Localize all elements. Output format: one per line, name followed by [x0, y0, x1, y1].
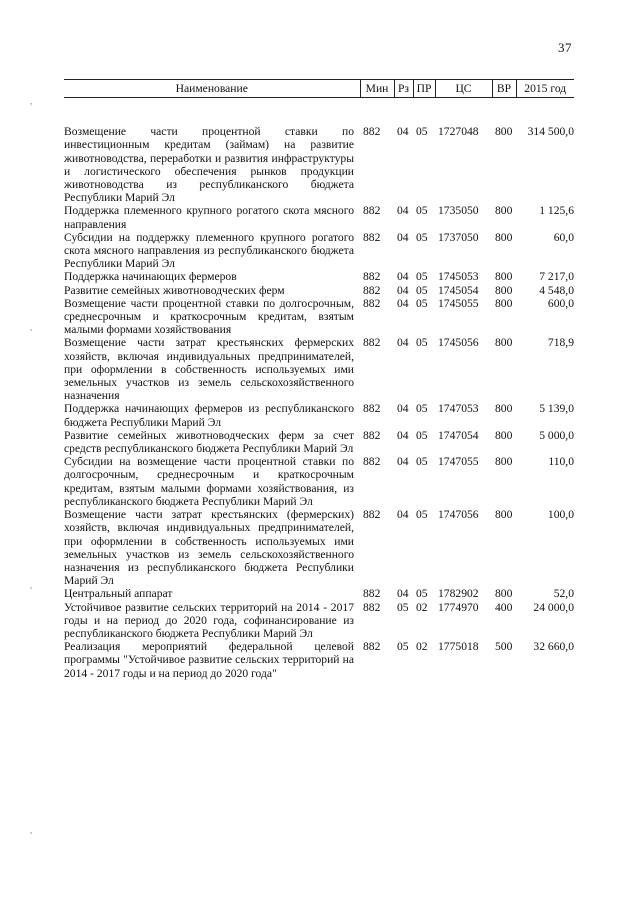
row-cs: 1747056: [438, 508, 479, 522]
row-pr: 05: [416, 428, 428, 442]
row-rz: 04: [397, 455, 409, 469]
row-cs: 1745053: [438, 270, 479, 284]
row-cs: 1727048: [438, 125, 479, 139]
margin-mark: ,: [30, 825, 33, 835]
table-row: [64, 284, 574, 297]
row-rz: 04: [397, 587, 409, 601]
row-vr: 800: [495, 336, 513, 350]
row-vr: 800: [495, 587, 513, 601]
row-name: Субсидии на поддержку племенного крупного рогатого скота мясного направления из республиканского бюджета Республики Марий Эл: [64, 230, 354, 271]
row-min: 882: [363, 125, 381, 139]
header-vr: ВР: [492, 80, 516, 98]
row-rz: 04: [397, 125, 409, 139]
row-min: 882: [363, 336, 381, 350]
row-vr: 800: [495, 270, 513, 284]
row-min: 882: [363, 600, 381, 614]
row-vr: 800: [495, 230, 513, 244]
row-amount: 5 000,0: [539, 428, 574, 442]
row-vr: 400: [495, 600, 513, 614]
row-rz: 04: [397, 204, 409, 218]
table-body: [64, 98, 574, 680]
row-min: 882: [363, 508, 381, 522]
row-pr: 02: [416, 640, 428, 654]
row-amount: 7 217,0: [539, 270, 574, 284]
row-amount: 718,9: [547, 336, 574, 350]
row-pr: 05: [416, 296, 428, 310]
header-pr: ПР: [413, 80, 435, 98]
row-min: 882: [363, 402, 381, 416]
row-cs: 1782902: [438, 587, 479, 601]
row-cs: 1735050: [438, 204, 479, 218]
row-cs: 1745054: [438, 283, 479, 297]
row-vr: 500: [495, 640, 513, 654]
budget-table: [64, 79, 574, 680]
row-name: Развитие семейных животноводческих ферм за счет средств республиканского бюджета Республики Марий Эл: [64, 428, 354, 456]
row-pr: 05: [416, 508, 428, 522]
row-name: Возмещение части затрат крестьянских (фермерских) хозяйств, включая индивидуальных предпринимателей, при оформлении в собственность используемых ими земельных участков из земель сельскохозяйственного назначения из республиканского бюджета Республики Марий Эл: [64, 508, 354, 588]
row-vr: 800: [495, 402, 513, 416]
row-name: Центральный аппарат: [64, 587, 173, 601]
row-cs: 1775018: [438, 640, 479, 654]
row-pr: 05: [416, 270, 428, 284]
row-pr: 05: [416, 125, 428, 139]
margin-mark: ,: [30, 96, 33, 106]
row-pr: 05: [416, 283, 428, 297]
table-row: [64, 98, 574, 205]
row-pr: 05: [416, 402, 428, 416]
row-rz: 04: [397, 336, 409, 350]
table-row: [64, 270, 574, 283]
row-rz: 04: [397, 283, 409, 297]
header-min: Мин: [360, 80, 394, 98]
row-name: Поддержка начинающих фермеров из республиканского бюджета Республики Марий Эл: [64, 402, 354, 429]
row-amount: 600,0: [547, 296, 574, 310]
header-cs: ЦС: [435, 80, 492, 98]
row-vr: 800: [495, 508, 513, 522]
header-amount: 2015 год: [516, 80, 574, 98]
row-pr: 05: [416, 230, 428, 244]
row-vr: 800: [495, 428, 513, 442]
row-cs: 1774970: [438, 600, 479, 614]
table-row: [64, 640, 574, 680]
margin-mark: ,: [30, 580, 33, 590]
page-number: 37: [558, 40, 572, 55]
row-min: 882: [363, 270, 381, 284]
row-vr: 800: [495, 283, 513, 297]
row-cs: 1747054: [438, 428, 479, 442]
row-min: 882: [363, 283, 381, 297]
row-name: Возмещение части процентной ставки по долгосрочным, среднесрочным и краткосрочным кредитам, взятым малыми формами хозяйствования: [64, 296, 354, 337]
row-amount: 4 548,0: [539, 283, 574, 297]
table-row: [64, 429, 574, 455]
row-pr: 05: [416, 204, 428, 218]
row-name: Реализация мероприятий федеральной целевой программы "Устойчивое развитие сельских территорий на 2014 - 2017 годы и на период до 2020 года": [64, 640, 354, 680]
row-pr: 02: [416, 600, 428, 614]
table-row: [64, 455, 574, 508]
table-row: [64, 587, 574, 600]
row-cs: 1747055: [438, 455, 479, 469]
row-name: Поддержка племенного крупного рогатого скота мясного направления: [64, 204, 354, 231]
row-min: 882: [363, 587, 381, 601]
row-name: Устойчивое развитие сельских территорий на 2014 - 2017 годы и на период до 2020 года, софинансирование из республиканского бюджета Республики Марий Эл: [64, 600, 354, 640]
row-name: Возмещение части процентной ставки по инвестиционным кредитам (займам) на развитие животноводства, переработки и развития инфраструктуры и логистического обеспечения рынков продукции животноводства из республиканского бюджета Республики Марий Эл: [64, 125, 354, 205]
row-min: 882: [363, 428, 381, 442]
row-amount: 100,0: [547, 508, 574, 522]
header-rz: Рз: [394, 80, 413, 98]
row-rz: 04: [397, 428, 409, 442]
row-name: Развитие семейных животноводческих ферм: [64, 283, 285, 297]
row-pr: 05: [416, 336, 428, 350]
table-header-row: [64, 80, 574, 98]
row-cs: 1745055: [438, 296, 479, 310]
margin-mark: ,: [30, 322, 33, 332]
row-rz: 05: [397, 600, 409, 614]
table-row: [64, 297, 574, 337]
row-amount: 1 125,6: [539, 204, 574, 218]
table-row: [64, 402, 574, 428]
row-name: Возмещение части затрат крестьянских фермерских хозяйств, включая индивидуальных предпринимателей, при оформлении в собственность используемых ими земельных участков из земель сельскохозяйственного назначения: [64, 336, 354, 403]
row-min: 882: [363, 296, 381, 310]
table-row: [64, 601, 574, 641]
table-row: [64, 204, 574, 230]
row-amount: 110,0: [548, 455, 574, 469]
row-name: Поддержка начинающих фермеров: [64, 270, 237, 284]
row-vr: 800: [495, 296, 513, 310]
header-name: Наименование: [64, 80, 360, 98]
table-row: [64, 508, 574, 587]
row-rz: 04: [397, 230, 409, 244]
row-amount: 24 000,0: [533, 600, 574, 614]
row-min: 882: [363, 230, 381, 244]
table-row: [64, 336, 574, 402]
row-min: 882: [363, 204, 381, 218]
row-pr: 05: [416, 455, 428, 469]
row-vr: 800: [495, 125, 513, 139]
row-min: 882: [363, 455, 381, 469]
row-amount: 52,0: [553, 587, 574, 601]
row-pr: 05: [416, 587, 428, 601]
row-amount: 314 500,0: [527, 125, 574, 139]
row-rz: 04: [397, 508, 409, 522]
row-rz: 04: [397, 296, 409, 310]
table-row: [64, 231, 574, 271]
row-cs: 1747053: [438, 402, 479, 416]
row-amount: 32 660,0: [533, 640, 574, 654]
row-cs: 1737050: [438, 230, 479, 244]
row-cs: 1745056: [438, 336, 479, 350]
row-name: Субсидии на возмещение части процентной ставки по долгосрочным, среднесрочным и краткосрочным кредитам, взятым малыми формами хозяйствования, из республиканского бюджета Республики Марий Эл: [64, 455, 354, 508]
row-rz: 04: [397, 270, 409, 284]
row-vr: 800: [495, 204, 513, 218]
row-amount: 5 139,0: [539, 402, 574, 416]
row-min: 882: [363, 640, 381, 654]
row-vr: 800: [495, 455, 513, 469]
row-rz: 04: [397, 402, 409, 416]
row-rz: 05: [397, 640, 409, 654]
row-amount: 60,0: [553, 230, 574, 244]
